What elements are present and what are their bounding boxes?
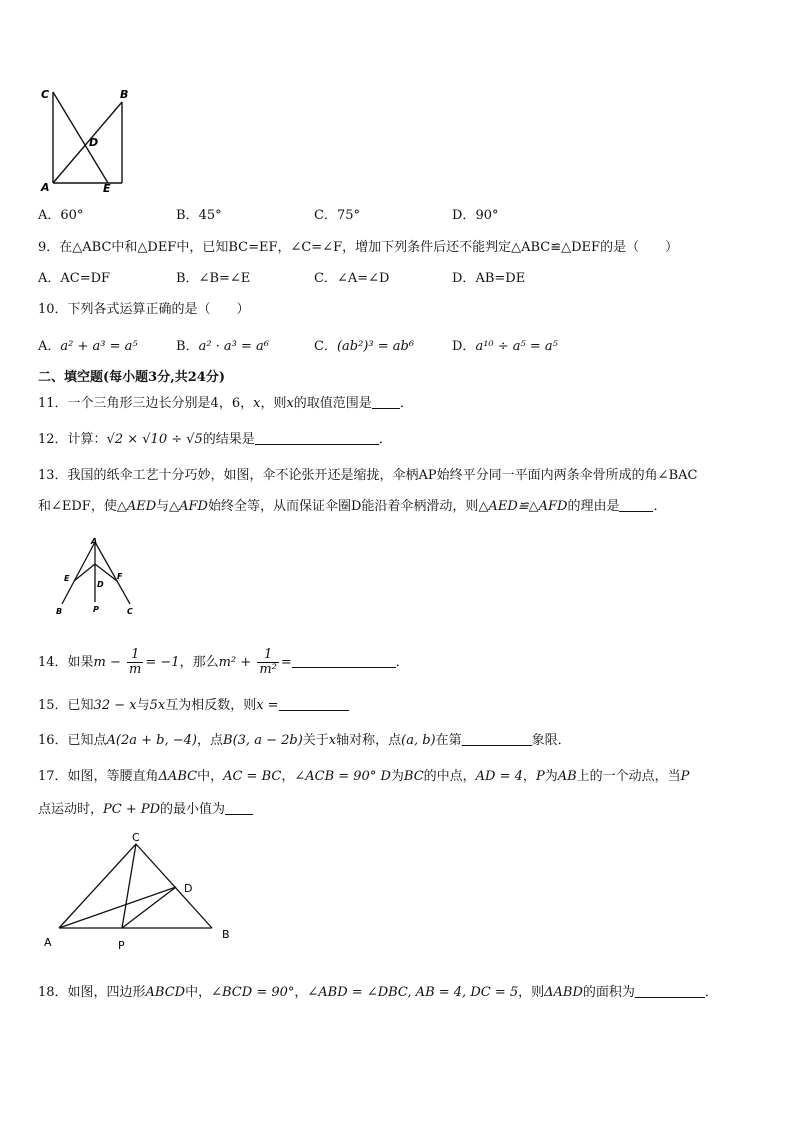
- q13-label-e: E: [64, 574, 70, 583]
- q13-label-c: C: [127, 607, 133, 616]
- q17-label-a: A: [44, 936, 52, 949]
- q8-options: [38, 206, 758, 226]
- q13-answer-blank[interactable]: [619, 497, 653, 512]
- q8-option-c[interactable]: C．75°: [314, 208, 360, 223]
- q9-option-b[interactable]: B．∠B=∠E: [176, 271, 251, 286]
- q8-label-c: C: [41, 88, 50, 101]
- q17-label-c: C: [132, 832, 140, 844]
- q8-label-d: D: [89, 136, 99, 149]
- q9-option-c[interactable]: C．∠A=∠D: [314, 271, 390, 286]
- q9-option-d[interactable]: D．AB=DE: [452, 271, 526, 286]
- q10-option-c[interactable]: C．(ab²)³ = ab⁶: [314, 339, 415, 354]
- q15-answer-blank[interactable]: [279, 696, 349, 711]
- q8-label-b: B: [120, 88, 129, 101]
- q17-answer-blank[interactable]: [225, 800, 253, 815]
- q17-line2: 点运动时，PC + PD的最小值为: [38, 800, 764, 820]
- q8-figure: [36, 84, 136, 196]
- q17-label-d: D: [184, 882, 193, 895]
- q14-fraction-1: $\frac{1}{m}$: [129, 647, 142, 677]
- q17-label-b: B: [222, 928, 230, 941]
- q10-option-a[interactable]: A．a² + a³ = a⁵: [38, 339, 138, 354]
- q11: 11．一个三角形三边长分别是4，6，x，则x的取值范围是 ．: [38, 396, 413, 411]
- q8-option-d[interactable]: D．90°: [452, 208, 499, 223]
- q18: 18．如图，四边形ABCD中，∠BCD = 90°，∠ABD = ∠DBC, AB = 4, DC = 5，则ΔABD的面积为 ．: [38, 985, 718, 1000]
- q13-label-f: F: [117, 572, 123, 581]
- q13-figure: [50, 536, 146, 620]
- q8-label-a: A: [41, 181, 50, 194]
- section-title-fill-in: 二、填空题(每小题3分,共24分): [38, 370, 225, 385]
- q13-label-a: A: [91, 537, 98, 546]
- q16-answer-blank[interactable]: [462, 731, 532, 746]
- q13-label-p: P: [93, 605, 99, 614]
- q10-option-b[interactable]: B．a² · a³ = a⁶: [176, 339, 270, 354]
- q9-options: [38, 269, 758, 289]
- q17-line1: 17．如图，等腰直角ΔABC中，AC = BC，∠ACB = 90° D为BC的中点，AD = 4，P为AB上的一个动点，当P: [38, 769, 690, 784]
- q8-option-b[interactable]: B．45°: [176, 208, 222, 223]
- q18-answer-blank[interactable]: [635, 983, 705, 998]
- q13-line1: 13．我国的纸伞工艺十分巧妙，如图，伞不论张开还是缩拢，伞柄AP始终平分同一平面内两条伞骨所成的角∠BAC: [38, 468, 698, 483]
- q14-answer-blank[interactable]: [292, 653, 396, 668]
- q13-line2: 和∠EDF，使△AED与△AFD始终全等，从而保证伞圈D能沿着伞柄滑动，则△AED≌△AFD的理由是 ．: [38, 499, 667, 514]
- q10-options: [38, 337, 758, 357]
- q12: 12．计算：√2 × √10 ÷ √5的结果是 ．: [38, 432, 392, 447]
- q9-stem: 9．在△ABC中和△DEF中，已知BC=EF，∠C=∠F，增加下列条件后还不能判定△ABC≌△DEF的是（ ）: [38, 240, 679, 255]
- q13-label-b: B: [56, 607, 63, 616]
- q12-answer-blank[interactable]: [255, 430, 379, 445]
- q16: 16．已知点A(2a + b, −4)，点B(3, a − 2b)关于x轴对称，点(a, b)在第 象限．: [38, 733, 571, 748]
- q14-fraction-2: $\frac{1}{\text{m²}}$: [259, 647, 277, 677]
- q17-figure: [36, 832, 246, 958]
- q9-option-a[interactable]: A．AC=DF: [38, 271, 111, 286]
- q8-option-a[interactable]: A．60°: [38, 208, 84, 223]
- q14: 14．如果m − $\frac{1}{m}$ = −1，那么m² + $\frac{1}{\text{m²}}$ = ．: [38, 647, 409, 677]
- q15: 15．已知32 − x与5x互为相反数，则x =: [38, 696, 764, 716]
- q10-stem: 10．下列各式运算正确的是（ ）: [38, 302, 250, 317]
- q11-answer-blank[interactable]: [372, 394, 400, 409]
- q13-label-d: D: [97, 580, 104, 589]
- q8-label-e: E: [103, 182, 111, 195]
- q17-label-p: P: [118, 939, 125, 952]
- q10-option-d[interactable]: D．a¹⁰ ÷ a⁵ = a⁵: [452, 339, 558, 354]
